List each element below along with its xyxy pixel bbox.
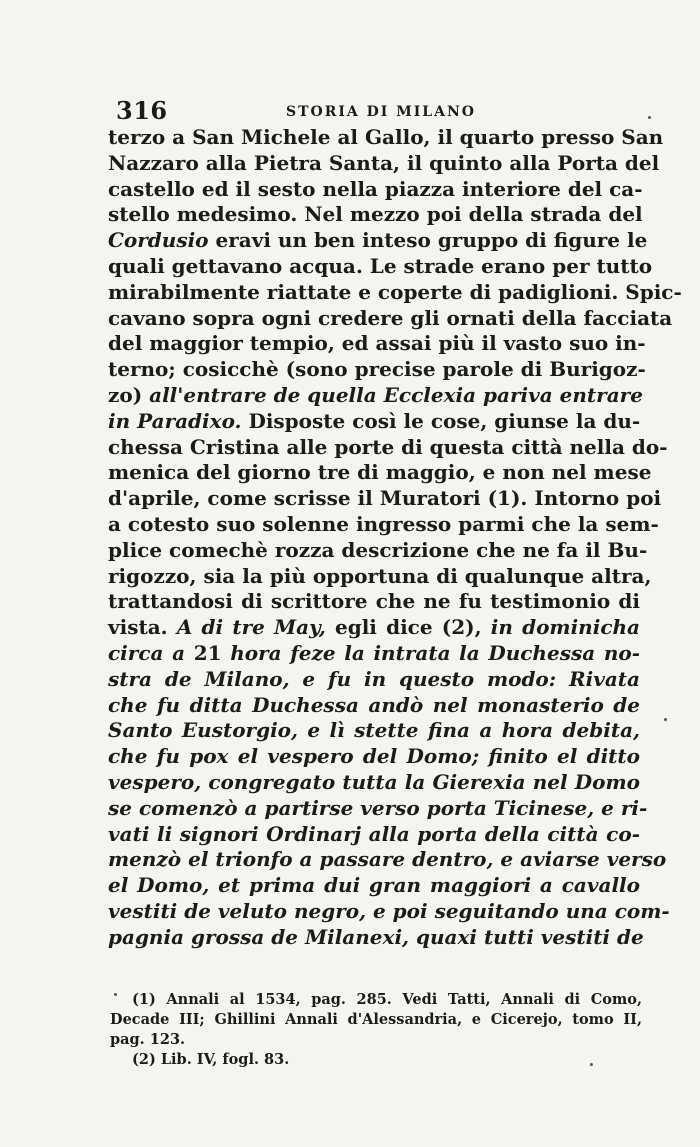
footnote-line: (2) Lib. IV, fogl. 83. [132,1051,290,1068]
italic-text-segment: pagnia grossa de Milanexi, quaxi tutti vestiti de [108,924,644,949]
text-segment: trattandosi di scrittore che ne fu testimonio di [108,589,640,614]
text-line [108,125,664,151]
paper-speck [664,718,667,721]
italic-text-segment: in dominicha [490,615,640,640]
text-segment: terzo a San Michele al Gallo, il quarto presso San [108,125,664,149]
text-line [108,305,673,332]
text-segment: a cotesto suo solenne ingresso parmi che la sem- [108,511,659,536]
text-segment: terno; cosicchè (sono precise parole di Burigoz- [108,357,646,382]
text-segment: chessa Cristina alle porte di questa città nella do- [108,434,668,459]
text-line [108,279,682,306]
text-line [108,460,652,486]
footnote-line: Decade III; Ghillini Annali d'Alessandria, e Cicerejo, tomo II, [110,1011,642,1028]
italic-text-segment: che fu ditta Duchessa andò nel monasterio de [108,692,640,717]
text-line [108,176,643,203]
footnotes [110,990,642,1070]
text-segment: plice comechè rozza descrizione che ne fa il Bu- [108,537,648,562]
text-segment: Nazzaro alla Pietra Santa, il quinto alla Porta del [108,150,660,175]
text-line [108,409,640,435]
footnote-line: pag. 123. [110,1031,186,1048]
text-line [108,589,640,615]
text-line [108,873,640,899]
italic-text-segment: vati li signori Ordinarj alla porta della città co- [108,821,640,846]
italic-text-segment: vestiti de veluto negro, e poi seguitando una com- [108,898,670,923]
text-segment: cavano sopra ogni credere gli ornati della facciata [108,305,673,330]
italic-text-segment: se comenzò a partirse verso porta Ticinese, e ri- [108,795,648,820]
text-line [108,228,648,254]
text-line [108,486,662,512]
text-segment: menica del giorno tre di maggio, e non nel mese [108,460,652,485]
body-text [108,125,682,951]
italic-text-segment: Cordusio [108,228,209,253]
text-line [108,744,640,770]
text-line [108,693,640,719]
text-segment: Disposte così le cose, giunse la du- [241,408,641,433]
text-line [108,253,653,280]
page-header [116,96,636,126]
italic-text-segment: vespero, congregato tutta la Gierexia nel Domo [108,769,640,794]
paper-speck [590,1063,593,1066]
italic-text-segment: el Domo, et prima dui gran maggiori a cavallo [108,873,640,898]
paper-speck [648,116,651,119]
text-line [108,898,670,925]
text-line [108,537,648,564]
text-line [108,202,643,228]
text-segment: quali gettavano acqua. Le strade erano per tutto [108,253,653,278]
text-segment: del maggior tempio, ed assai più il vasto suo in- [108,331,646,356]
text-segment: zo) [108,382,150,407]
text-segment: egli dice (2), [325,615,491,640]
italic-text-segment: circa a [108,640,194,665]
text-line [108,382,643,409]
text-line [108,795,648,822]
text-line [108,511,659,538]
page-number: 316 [116,96,168,125]
text-line [108,718,640,744]
text-segment: stello medesimo. Nel mezzo poi della strada del [108,202,643,227]
italic-text-segment: che fu pox el vespero del Domo; finito el ditto [108,744,640,769]
text-segment: rigozzo, sia la più opportuna di qualunque altra, [108,563,652,588]
italic-text-segment: in Paradixo. [108,408,242,433]
text-line [108,150,660,177]
italic-text-segment: stra de Milano, e fu in questo modo: Rivata [108,666,640,691]
text-line [108,822,640,848]
text-segment: 21 [193,640,222,665]
text-line [108,641,640,667]
italic-text-segment: Santo Eustorgio, e lì stette fina a hora debita, [108,718,640,743]
italic-text-segment: hora feze la intrata la Duchessa no- [221,640,640,665]
text-line [108,434,668,461]
text-line [108,667,640,693]
text-line [108,563,652,590]
text-segment: d'aprile, come scrisse il Muratori (1). Intorno poi [108,486,662,511]
italic-text-segment: menzò el trionfo a passare dentro, e aviarse verso [108,847,667,872]
italic-text-segment: A di tre May, [176,615,326,640]
text-line [108,615,640,641]
text-line [108,924,644,951]
italic-text-segment: all'entrare de quella Ecclexia pariva entrare [149,382,643,407]
text-segment: mirabilmente riattate e coperte di padiglioni. Spic- [108,279,682,304]
text-segment: vista. [108,615,177,640]
running-head: STORIA DI MILANO [286,104,476,120]
footnote-line: (1) Annali al 1534, pag. 285. Vedi Tatti, Annali di Como, [132,991,642,1008]
text-line [108,847,667,873]
text-line [108,770,640,796]
paper-speck [114,993,117,996]
text-segment: castello ed il sesto nella piazza interiore del ca- [108,176,643,201]
text-line [108,331,646,357]
text-line [108,357,646,383]
text-segment: eravi un ben inteso gruppo di figure le [208,228,648,253]
